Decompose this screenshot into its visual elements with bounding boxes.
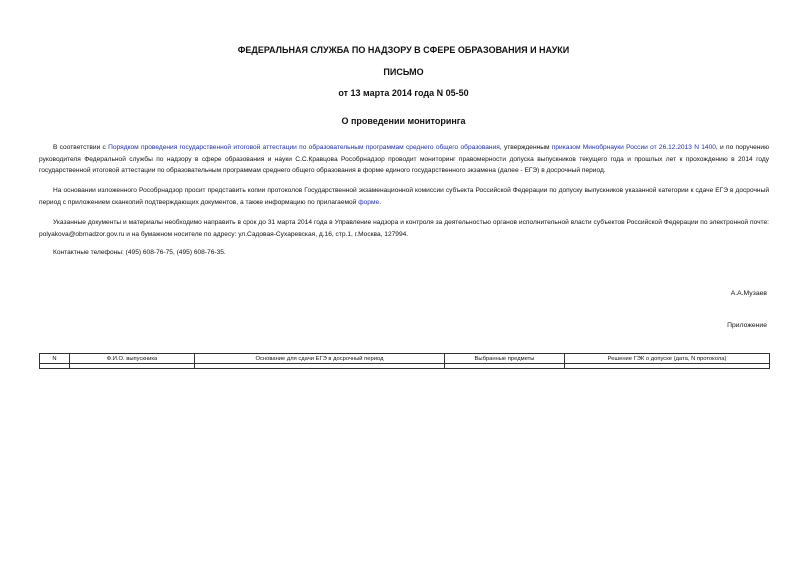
column-header-graduate-name: Ф.И.О. выпускника: [70, 354, 195, 364]
document-date-number: от 13 марта 2014 года N 05-50: [338, 88, 469, 98]
table-row: [40, 364, 770, 369]
document-type: ПИСЬМО: [383, 67, 424, 77]
column-header-gek-decision: Решение ГЭК о допуске (дата, N протокола): [565, 354, 770, 364]
paragraph-text: На основании изложенного Рособрнадзор просит представить копии протоколов Государственной экзаменационной комиссии субъекта Российской Федерации по допуску выпускников указанной категории к сдаче ЕГЭ в досрочный период с приложением сканкопий подтверждающих документов, а также информацию по прилагаемой: [39, 187, 769, 206]
paragraph-contacts: [39, 247, 769, 259]
paragraph-text: , утвержденным: [499, 144, 552, 151]
table-cell: [565, 364, 770, 369]
column-header-early-exam-basis: Основание для сдачи ЕГЭ в досрочный период: [195, 354, 445, 364]
paragraph-monitoring-basis: [39, 142, 769, 177]
table-cell: [70, 364, 195, 369]
table-header-row: [40, 354, 770, 364]
paragraph-text: В соответствии с: [53, 144, 109, 151]
link-ministry-order[interactable]: приказом Минобрнауки России от 26.12.2013 N 1400: [551, 144, 716, 151]
paragraph-text: .: [379, 198, 382, 206]
table-cell: [40, 364, 70, 369]
appendix-label: Приложение: [727, 322, 767, 329]
paragraph-deadline: [39, 217, 769, 240]
paragraph-text: Указанные документы и материалы необходимо направить в срок до 31 марта 2014 года в Управление надзора и контроля за деятельностью органов исполнительной власти субъектов Российской Федерации по электронной почте: polyakova@obrnadzor.gov.ru и на бумажном носителе по адресу: ул.Садовая-Сухаревская, д.16, стр.1, г.Москва, 127994.: [39, 219, 769, 238]
paragraph-request: [39, 185, 769, 208]
agency-title: ФЕДЕРАЛЬНАЯ СЛУЖБА ПО НАДЗОРУ В СФЕРЕ ОБРАЗОВАНИЯ И НАУКИ: [237, 45, 570, 55]
document-subject: О проведении мониторинга: [341, 116, 466, 126]
paragraph-text: , и по поручению руководителя Федеральной службы по надзору в сфере образования и науки С.С.Кравцова Рособрнадзор проводит мониторинг правомерности допуска выпускников текущего года и прошлых лет к прохождению в 2014 году государственной итоговой аттестации по образовательным программам среднего общего образования в форме единого государственного экзамена (далее - ЕГЭ) в досрочный период.: [39, 144, 770, 174]
table-cell: [195, 364, 445, 369]
paragraph-text: Контактные телефоны: (495) 608-76-75, (495) 608-76-35.: [53, 249, 226, 256]
signature-name: А.А.Музаев: [730, 290, 767, 297]
column-header-selected-subjects: Выбранные предметы: [445, 354, 565, 364]
column-header-number: N: [40, 354, 70, 364]
link-gia-procedure[interactable]: Порядком проведения государственной итоговой аттестации по образовательным программам среднего общего образования: [108, 144, 500, 151]
link-attached-form[interactable]: форме: [358, 198, 380, 206]
appendix-table: [39, 353, 770, 369]
table-cell: [445, 364, 565, 369]
